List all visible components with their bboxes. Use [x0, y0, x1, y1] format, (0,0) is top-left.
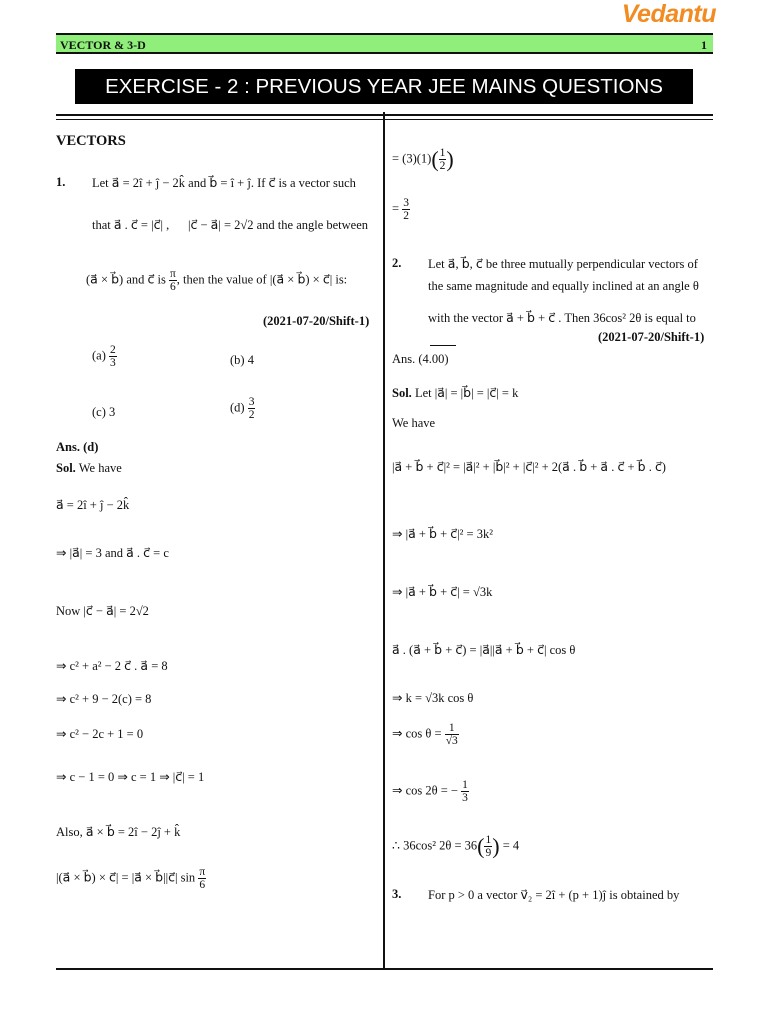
chapter-title: VECTOR & 3-D	[60, 38, 146, 52]
solution-1-step-8: Also, a⃗ × b⃗ = 2î − 2ĵ + k̂	[56, 825, 181, 839]
option-a: (a) $\frac{2}{3}$	[92, 344, 116, 369]
solution-1-step-2: ⇒ |a⃗| = 3 and a⃗ . c⃗ = c	[56, 546, 169, 560]
solution-2-eq-1: |a⃗ + b⃗ + c⃗|² = |a⃗|² + |b⃗|² + |c⃗|² + 2(a⃗ . b⃗ + a⃗ . c⃗ + b⃗ . c⃗)	[392, 460, 666, 474]
q1-line3-b: , then the value of |(a⃗ × b⃗) × c⃗| is:	[176, 272, 348, 287]
solution-1-step-9: |(a⃗ × b⃗) × c⃗| = |a⃗ × b⃗||c⃗| sin $\frac{\pi}{6}$	[56, 866, 206, 891]
solution-1-step-5: ⇒ c² + 9 − 2(c) = 8	[56, 692, 152, 706]
question-2-line-3: with the vector a⃗ + b⃗ + c⃗ . Then 36cos² 2θ is equal to	[428, 311, 696, 325]
solution-1-step-1: a⃗ = 2î + ĵ − 2k̂	[56, 498, 130, 512]
answer-blank	[430, 345, 456, 346]
exercise-banner: EXERCISE - 2 : PREVIOUS YEAR JEE MAINS QUESTIONS	[75, 69, 693, 104]
solution-2-we-have: We have	[392, 416, 436, 430]
question-1-line-3	[86, 268, 347, 293]
solution-2-eq-2: ⇒ |a⃗ + b⃗ + c⃗|² = 3k²	[392, 527, 493, 541]
solution-1-step-6: ⇒ c² − 2c + 1 = 0	[56, 727, 144, 741]
top-rule	[56, 114, 713, 116]
solution-2-eq-3: ⇒ |a⃗ + b⃗ + c⃗| = √3k	[392, 585, 493, 599]
question-1-line-2a: that a⃗ . c⃗ = |c⃗| ,	[92, 218, 170, 232]
solution-2-eq-7: ⇒ cos 2θ = − $\frac{1}{3}$	[392, 779, 468, 804]
bottom-rule	[56, 968, 713, 970]
option-b: (b) 4	[230, 353, 254, 367]
answer-1: Ans. (d)	[56, 440, 99, 454]
chapter-header-bar	[56, 33, 713, 54]
question-2-reference: (2021-07-20/Shift-1)	[598, 330, 705, 344]
solution-1-result-1: = (3)(1)( $\frac{1}{2}$ )	[392, 146, 454, 172]
question-2-line-2: the same magnitude and equally inclined at an angle θ	[428, 279, 699, 293]
solution-2-eq-6: ⇒ cos θ = $\frac{1}{√3}$	[392, 722, 458, 747]
option-d: (d) $\frac{3}{2}$	[230, 396, 255, 421]
question-3-line-1: For p > 0 a vector v⃗₂ = 2î + (p + 1)ĵ is obtained by	[428, 888, 680, 902]
solution-1-label: Sol. We have	[56, 461, 122, 475]
solution-2-eq-8: ∴ 36cos² 2θ = 36( $\frac{1}{9}$ ) = 4	[392, 833, 520, 859]
vedantu-logo: Vedantu	[621, 0, 716, 28]
solution-1-step-3: Now |c⃗ − a⃗| = 2√2	[56, 604, 149, 618]
question-1-line-2b: |c⃗ − a⃗| = 2√2 and the angle between	[188, 218, 369, 232]
question-2-number: 2.	[392, 256, 402, 270]
solution-2-label: Sol. Let |a⃗| = |b⃗| = |c⃗| = k	[392, 386, 519, 400]
question-1-line-1: Let a⃗ = 2î + ĵ − 2k̂ and b⃗ = î + ĵ. If c⃗ is a vector such	[92, 176, 356, 190]
solution-1-result-2: = $\frac{3}{2}$	[392, 197, 409, 222]
column-divider	[383, 112, 385, 970]
solution-2-eq-4: a⃗ . (a⃗ + b⃗ + c⃗) = |a⃗||a⃗ + b⃗ + c⃗| cos θ	[392, 643, 576, 657]
solution-1-step-4: ⇒ c² + a² − 2 c⃗ . a⃗ = 8	[56, 659, 168, 673]
top-rule-thin	[56, 119, 713, 120]
question-3-number: 3.	[392, 887, 402, 901]
option-c: (c) 3	[92, 405, 116, 419]
q1-angle-fraction: $\frac{\pi}{6}$	[169, 268, 176, 293]
question-2-line-1: Let a⃗, b⃗, c⃗ be three mutually perpendicular vectors of	[428, 257, 698, 271]
answer-2: Ans. (4.00)	[392, 352, 449, 366]
section-heading: VECTORS	[56, 133, 126, 149]
solution-1-step-7: ⇒ c − 1 = 0 ⇒ c = 1 ⇒ |c⃗| = 1	[56, 770, 205, 784]
q1-line3-a: (a⃗ × b⃗) and c⃗ is	[86, 272, 166, 287]
page-number: 1	[701, 38, 707, 52]
question-1-number: 1.	[56, 175, 66, 189]
question-1-reference: (2021-07-20/Shift-1)	[263, 314, 370, 328]
solution-2-eq-5: ⇒ k = √3k cos θ	[392, 691, 474, 705]
